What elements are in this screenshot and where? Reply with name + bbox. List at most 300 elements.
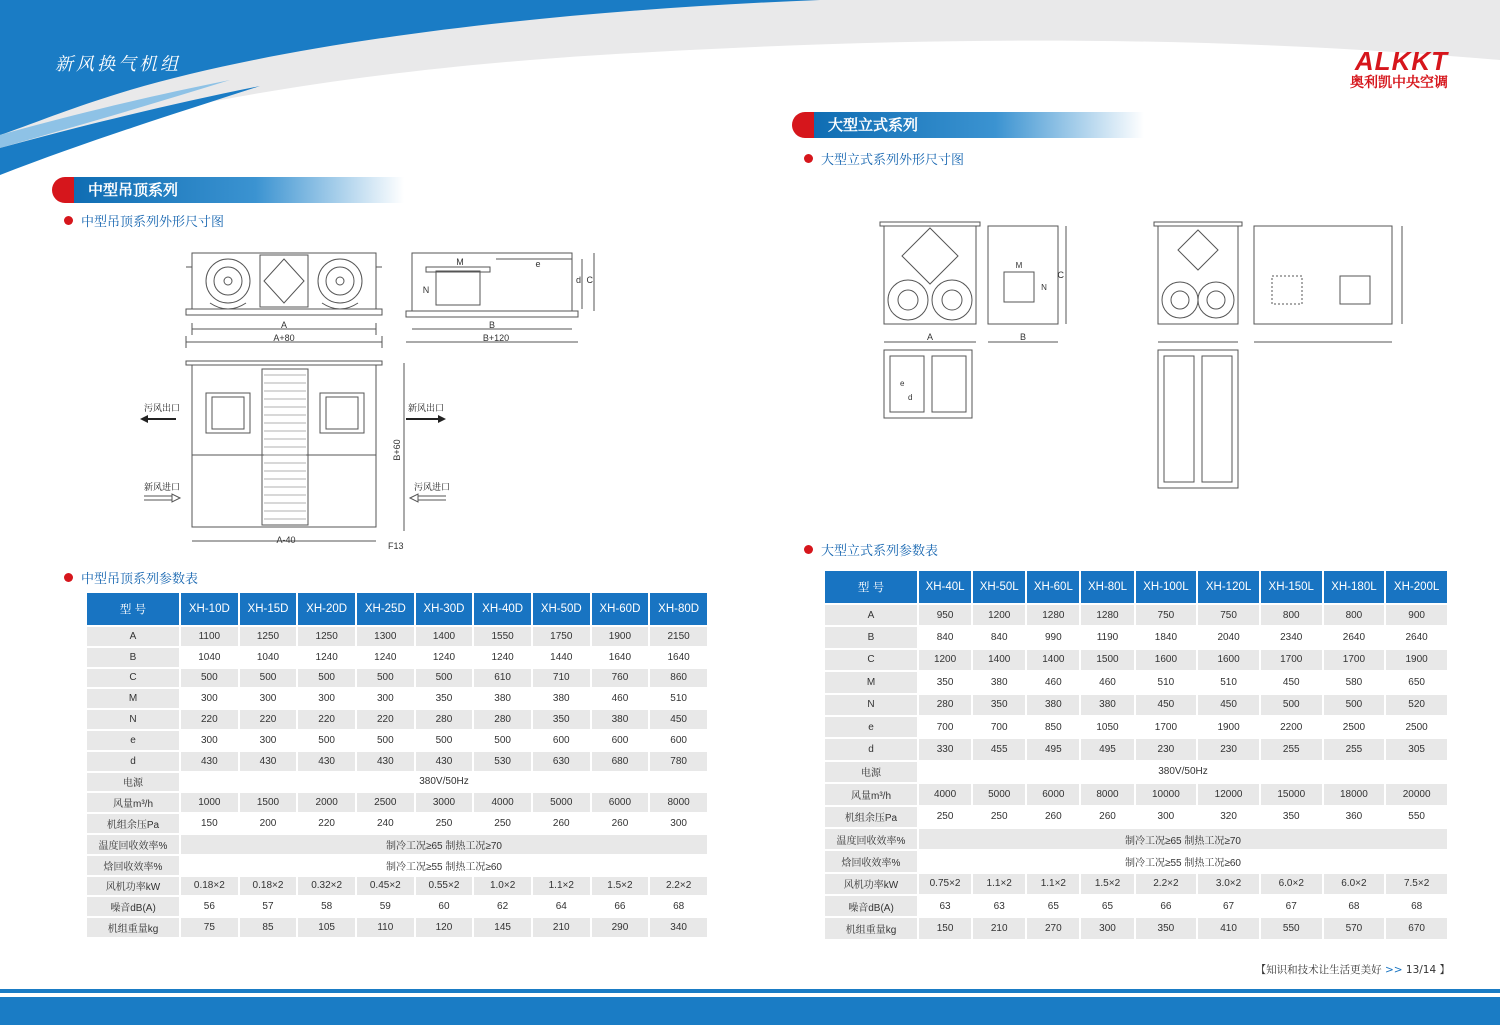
left-dims-heading	[64, 211, 224, 230]
table-cell: 840	[990, 632, 1008, 644]
table-cell: 860	[650, 669, 707, 688]
header-model-cell: XH-30D	[416, 593, 473, 625]
table-cell: 380	[990, 676, 1008, 688]
table-cell: 270	[1027, 918, 1079, 938]
table-cell: 1190	[1096, 632, 1119, 644]
table-cell: 800	[1324, 605, 1385, 625]
table-cell: 2500	[1342, 721, 1366, 733]
table-cell: 230	[1198, 739, 1259, 759]
left-section-banner	[52, 177, 404, 203]
table-cell: 500	[318, 734, 335, 746]
bullet-dot	[804, 545, 813, 554]
r-dim-A-label: A	[926, 332, 934, 342]
table-cell: 800	[1261, 605, 1322, 625]
header-model-cell: XH-150L	[1261, 571, 1322, 603]
table-cell: 760	[592, 669, 649, 688]
right-table-heading	[804, 540, 938, 559]
table-cell: 110	[357, 918, 414, 937]
left-table-heading-text: 中型吊顶系列参数表	[81, 572, 199, 587]
row-label: 温度回收效率%	[825, 829, 917, 849]
header-model-cell: XH-60L	[1027, 571, 1079, 603]
table-cell: 0.55×2	[416, 877, 473, 896]
table-cell: 1600	[1136, 650, 1197, 670]
row-span-value: 制冷工况≥65 制热工况≥70	[919, 829, 1447, 849]
table-cell: 65	[1101, 900, 1114, 912]
table-cell: 580	[1345, 676, 1363, 688]
table-cell: 3.0×2	[1198, 874, 1259, 894]
row-label: d	[825, 739, 917, 759]
table-cell: 1640	[608, 651, 632, 663]
table-row	[87, 877, 707, 896]
table-cell: 68	[673, 901, 685, 913]
table-cell: 520	[1386, 695, 1447, 715]
dim-A-label: A	[280, 320, 288, 330]
table-cell: 62	[497, 901, 509, 913]
table-cell: 1300	[357, 627, 414, 646]
table-cell: 1.1×2	[533, 877, 590, 896]
table-cell: 350	[1136, 918, 1197, 938]
table-cell: 430	[357, 752, 414, 771]
footer-bracket-open: 【	[1255, 964, 1267, 976]
table-cell: 1900	[592, 627, 649, 646]
table-cell: 550	[1408, 811, 1425, 823]
table-cell: 75	[181, 918, 238, 937]
row-label: A	[87, 627, 179, 646]
table-cell: 300	[200, 734, 218, 746]
table-cell: 610	[474, 669, 531, 688]
table-cell: 500	[1324, 695, 1385, 715]
footer-band	[0, 985, 1500, 1025]
table-cell: 6000	[592, 793, 649, 812]
left-spec-table	[85, 591, 709, 939]
row-label: e	[825, 717, 917, 737]
bullet-dot	[64, 573, 73, 582]
table-cell: 250	[936, 811, 954, 823]
table-cell: 1240	[315, 651, 338, 663]
dim-N-label: N	[422, 285, 430, 295]
table-cell: 250	[435, 818, 453, 830]
table-cell: 220	[298, 710, 355, 729]
table-cell: 1280	[1081, 605, 1133, 625]
table-cell: 210	[973, 918, 1025, 938]
table-cell: 600	[611, 734, 629, 746]
table-cell: 5000	[973, 784, 1025, 804]
table-row	[87, 918, 707, 937]
row-span-value: 制冷工况≥65 制热工况≥70	[181, 835, 707, 854]
footer-text: 知识和技术让生活更美好	[1266, 964, 1382, 976]
table-row	[87, 689, 707, 708]
header-model-cell: XH-15D	[240, 593, 297, 625]
table-row	[825, 605, 1447, 625]
table-cell: 450	[1136, 695, 1197, 715]
table-cell: 300	[670, 818, 687, 830]
header-model-cell: XH-40D	[474, 593, 531, 625]
table-cell: 59	[379, 901, 391, 913]
table-cell: 1000	[181, 793, 238, 812]
dim-B-label: B	[488, 320, 496, 330]
dim-d-label: d	[575, 275, 581, 285]
row-span-value: 制冷工况≥55 制热工况≥60	[1124, 857, 1241, 869]
table-row	[825, 739, 1447, 759]
table-cell: 1200	[973, 605, 1025, 625]
table-cell: 340	[650, 918, 707, 937]
table-row	[825, 807, 1447, 827]
dim-e-label: e	[535, 259, 541, 269]
table-cell: 68	[1348, 900, 1360, 912]
table-row	[87, 669, 707, 688]
table-cell: 1400	[973, 650, 1025, 670]
table-cell: 430	[240, 752, 297, 771]
left-table-heading	[64, 568, 198, 587]
table-cell: 1750	[533, 627, 590, 646]
table-cell: 1700	[1154, 721, 1178, 733]
table-cell: 360	[1345, 811, 1363, 823]
logo-mark: ALKKT	[1354, 46, 1448, 76]
table-cell: 1240	[432, 651, 456, 663]
table-cell: 850	[1045, 721, 1062, 733]
table-cell: 500	[376, 734, 394, 746]
table-cell: 2.2×2	[1136, 874, 1197, 894]
table-cell: 240	[376, 818, 394, 830]
header-model-label: 型 号	[825, 571, 917, 603]
header-model-cell: XH-50L	[973, 571, 1025, 603]
row-label: e	[87, 731, 179, 750]
table-cell: 300	[259, 693, 277, 705]
row-label: 焓回收效率%	[825, 851, 917, 871]
table-cell: 1640	[667, 651, 690, 663]
table-cell: 450	[1198, 695, 1259, 715]
table-row	[87, 897, 707, 916]
table-row	[825, 762, 1447, 782]
table-cell: 750	[1136, 605, 1197, 625]
table-cell: 280	[919, 695, 971, 715]
table-cell: 200	[259, 818, 277, 830]
table-cell: 1600	[1198, 650, 1259, 670]
row-label: M	[825, 672, 917, 692]
table-cell: 430	[298, 752, 355, 771]
row-label: d	[87, 752, 179, 771]
table-cell: 1040	[256, 651, 280, 663]
table-cell: 500	[240, 669, 297, 688]
table-cell: 1900	[1386, 650, 1447, 670]
table-cell: 1200	[919, 650, 971, 670]
table-cell: 280	[416, 710, 473, 729]
table-cell: 750	[1198, 605, 1259, 625]
table-cell: 300	[318, 693, 335, 705]
table-cell: 57	[262, 901, 274, 913]
row-label: 电源	[825, 762, 917, 782]
table-cell: 255	[1324, 739, 1385, 759]
table-cell: 1.5×2	[1081, 874, 1133, 894]
table-cell: 280	[474, 710, 531, 729]
row-label: 电源	[87, 773, 179, 792]
table-cell: 0.18×2	[181, 877, 238, 896]
table-cell: 15000	[1261, 784, 1322, 804]
table-row	[825, 829, 1447, 849]
table-cell: 6.0×2	[1324, 874, 1385, 894]
table-row	[825, 717, 1447, 737]
table-cell: 840	[936, 632, 954, 644]
table-cell: 1.1×2	[1027, 874, 1079, 894]
table-cell: 12000	[1198, 784, 1259, 804]
table-cell: 380	[552, 693, 570, 705]
table-cell: 1.1×2	[973, 874, 1025, 894]
table-cell: 1840	[1154, 632, 1178, 644]
table-cell: 1400	[1027, 650, 1079, 670]
table-row	[87, 648, 707, 667]
left-section-title: 中型吊顶系列	[74, 177, 404, 203]
table-cell: 150	[919, 918, 971, 938]
dim-A80-label: A+80	[273, 333, 295, 343]
table-row	[87, 793, 707, 812]
table-cell: 380	[1081, 695, 1133, 715]
table-cell: 530	[474, 752, 531, 771]
table-cell: 1500	[240, 793, 297, 812]
table-cell: 350	[936, 676, 954, 688]
table-cell: 300	[200, 693, 218, 705]
table-cell: 145	[474, 918, 531, 937]
table-cell: 63	[939, 900, 951, 912]
table-cell: 2500	[357, 793, 414, 812]
table-cell: 450	[1282, 676, 1300, 688]
table-row	[825, 784, 1447, 804]
table-cell: 2340	[1280, 632, 1303, 644]
dim-F13-label: F13	[388, 541, 404, 551]
table-cell: 2640	[1405, 632, 1428, 644]
table-cell: 2200	[1280, 721, 1303, 733]
table-cell: 65	[1047, 900, 1059, 912]
header-model-cell: XH-200L	[1386, 571, 1447, 603]
table-row	[87, 627, 707, 646]
table-row	[87, 856, 707, 875]
table-row	[825, 896, 1447, 916]
table-cell: 460	[611, 693, 629, 705]
row-label: 风量m³/h	[825, 784, 917, 804]
table-cell: 780	[650, 752, 707, 771]
table-cell: 3000	[416, 793, 473, 812]
table-cell: 455	[973, 739, 1025, 759]
table-cell: 4000	[919, 784, 971, 804]
table-cell: 290	[592, 918, 649, 937]
table-cell: 220	[357, 710, 414, 729]
table-row	[825, 695, 1447, 715]
table-row	[87, 752, 707, 771]
row-span-value: 380V/50Hz	[419, 776, 469, 788]
table-cell: 380	[592, 710, 649, 729]
row-label: 机组重量kg	[87, 918, 179, 937]
logo-subtitle: 奥利凯中央空调	[1350, 75, 1448, 91]
header-model-cell: XH-80L	[1081, 571, 1133, 603]
row-label: 温度回收效率%	[87, 835, 179, 854]
table-cell: 950	[919, 605, 971, 625]
table-cell: 250	[990, 811, 1008, 823]
table-row	[825, 918, 1447, 938]
table-cell: 500	[298, 669, 355, 688]
table-cell: 1700	[1324, 650, 1385, 670]
row-label: 焓回收效率%	[87, 856, 179, 875]
row-label: N	[825, 695, 917, 715]
table-cell: 305	[1386, 739, 1447, 759]
table-cell: 1900	[1217, 721, 1240, 733]
table-cell: 700	[936, 721, 954, 733]
table-cell: 120	[416, 918, 473, 937]
exhaust-inlet-label: 污风进口	[414, 482, 451, 492]
table-cell: 500	[494, 734, 511, 746]
table-cell: 430	[181, 752, 238, 771]
table-cell: 1240	[491, 651, 514, 663]
table-cell: 900	[1386, 605, 1447, 625]
r-dim-C-label: C	[1057, 270, 1064, 280]
r-dim-e-label: e	[900, 379, 905, 388]
table-cell: 210	[533, 918, 590, 937]
header-model-cell: XH-25D	[357, 593, 414, 625]
row-label: M	[87, 689, 179, 708]
table-cell: 300	[259, 734, 277, 746]
right-dims-heading	[804, 149, 964, 168]
table-cell: 495	[1027, 739, 1079, 759]
dim-B120-label: B+120	[482, 333, 510, 343]
header-model-cell: XH-20D	[298, 593, 355, 625]
table-cell: 350	[435, 693, 453, 705]
vertical-unit-drawing	[878, 218, 1438, 493]
dim-A40-label: A-40	[276, 535, 296, 545]
table-row	[825, 650, 1447, 670]
table-cell: 460	[1099, 676, 1116, 688]
table-cell: 4000	[474, 793, 531, 812]
table-cell: 2150	[650, 627, 707, 646]
dim-M-label: M	[456, 257, 464, 267]
table-cell: 7.5×2	[1386, 874, 1447, 894]
right-table-heading-text: 大型立式系列参数表	[821, 544, 939, 559]
table-cell: 10000	[1136, 784, 1197, 804]
table-row	[825, 851, 1447, 871]
row-label: 机组余压Pa	[825, 807, 917, 827]
row-label: 噪音dB(A)	[825, 896, 917, 916]
table-cell: 350	[1282, 811, 1300, 823]
r-dim-B-label: B	[1019, 332, 1027, 342]
table-cell: 500	[1261, 695, 1322, 715]
table-cell: 430	[416, 752, 473, 771]
table-cell: 8000	[650, 793, 707, 812]
table-cell: 2000	[298, 793, 355, 812]
banner-red-cap	[792, 112, 814, 138]
table-cell: 68	[1411, 900, 1423, 912]
row-label: 噪音dB(A)	[87, 897, 179, 916]
table-cell: 8000	[1081, 784, 1133, 804]
dim-C-label: C	[586, 275, 593, 285]
header-model-cell: XH-60D	[592, 593, 649, 625]
row-label: B	[87, 648, 179, 667]
table-cell: 0.75×2	[919, 874, 971, 894]
page-number: 13/14	[1405, 964, 1437, 976]
row-span-value: 制冷工况≥55 制热工况≥60	[385, 861, 502, 873]
row-span-value: 380V/50Hz	[1158, 766, 1208, 778]
right-section-banner	[792, 112, 1144, 138]
table-header-row	[87, 593, 707, 625]
header-model-cell: XH-180L	[1324, 571, 1385, 603]
table-cell: 495	[1081, 739, 1133, 759]
table-cell: 260	[1099, 811, 1116, 823]
table-cell: 990	[1045, 632, 1062, 644]
table-cell: 1250	[298, 627, 355, 646]
header-model-label: 型 号	[87, 593, 179, 625]
header-model-cell: XH-80D	[650, 593, 707, 625]
table-cell: 1500	[1081, 650, 1133, 670]
table-cell: 500	[357, 669, 414, 688]
r-dim-N-label: N	[1041, 283, 1047, 292]
table-cell: 380	[1027, 695, 1079, 715]
table-cell: 66	[1160, 900, 1172, 912]
table-cell: 260	[611, 818, 629, 830]
brand-title: 新风换气机组	[55, 54, 181, 75]
table-cell: 500	[435, 734, 453, 746]
table-cell: 1700	[1261, 650, 1322, 670]
table-cell: 220	[240, 710, 297, 729]
table-row	[87, 814, 707, 833]
table-cell: 2640	[1342, 632, 1366, 644]
right-dims-heading-text: 大型立式系列外形尺寸图	[821, 153, 965, 168]
table-cell: 67	[1223, 900, 1235, 912]
table-cell: 710	[533, 669, 590, 688]
table-cell: 64	[555, 901, 567, 913]
table-cell: 105	[298, 918, 355, 937]
header-model-cell: XH-120L	[1198, 571, 1259, 603]
table-row	[87, 710, 707, 729]
table-cell: 500	[181, 669, 238, 688]
table-cell: 58	[321, 901, 333, 913]
table-cell: 1.0×2	[474, 877, 531, 896]
table-cell: 570	[1324, 918, 1385, 938]
table-cell: 330	[919, 739, 971, 759]
table-row	[825, 874, 1447, 894]
header-model-cell: XH-40L	[919, 571, 971, 603]
table-cell: 600	[670, 734, 687, 746]
table-cell: 220	[181, 710, 238, 729]
table-cell: 500	[416, 669, 473, 688]
row-label: 机组余压Pa	[87, 814, 179, 833]
row-label: C	[825, 650, 917, 670]
table-cell: 60	[438, 901, 450, 913]
row-label: 风量m³/h	[87, 793, 179, 812]
table-cell: 63	[993, 900, 1005, 912]
table-cell: 1040	[198, 651, 221, 663]
table-cell: 56	[203, 901, 215, 913]
table-cell: 670	[1386, 918, 1447, 938]
table-cell: 300	[376, 693, 394, 705]
exhaust-outlet-label: 污风出口	[144, 403, 181, 413]
table-cell: 350	[533, 710, 590, 729]
row-label: 风机功率kW	[825, 874, 917, 894]
row-label: A	[825, 605, 917, 625]
row-label: B	[825, 627, 917, 647]
header-model-cell: XH-50D	[533, 593, 590, 625]
table-cell: 1050	[1096, 721, 1119, 733]
table-cell: 350	[973, 695, 1025, 715]
table-cell: 510	[1220, 676, 1237, 688]
table-cell: 600	[552, 734, 570, 746]
header-model-cell: XH-10D	[181, 593, 238, 625]
table-cell: 2500	[1405, 721, 1428, 733]
table-cell: 2040	[1217, 632, 1240, 644]
table-cell: 320	[1220, 811, 1237, 823]
table-cell: 0.45×2	[357, 877, 414, 896]
banner-red-cap	[52, 177, 74, 203]
table-cell: 410	[1198, 918, 1259, 938]
r-dim-M-label: M	[1015, 261, 1023, 270]
bullet-dot	[804, 154, 813, 163]
table-cell: 650	[1408, 676, 1425, 688]
table-cell: 1240	[374, 651, 397, 663]
